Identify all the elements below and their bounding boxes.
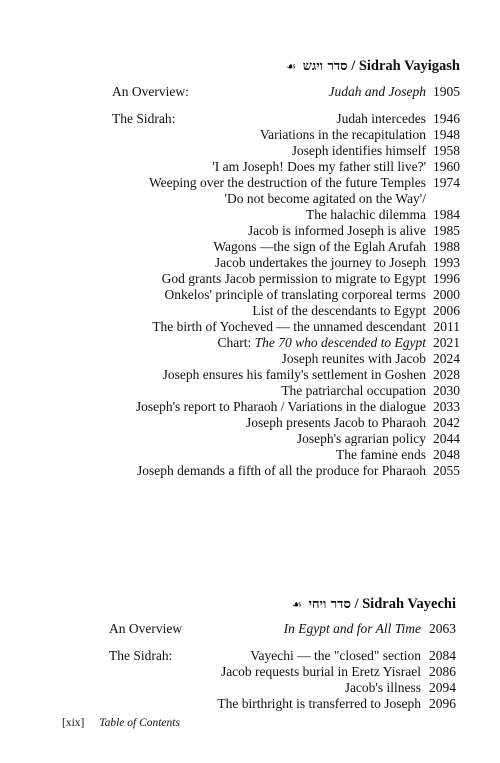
page-number: 2084 <box>429 648 456 663</box>
page-number: 2048 <box>433 447 460 462</box>
page-number: 1946 <box>433 111 460 126</box>
entry-text: Weeping over the destruction of the future Temples <box>148 175 426 190</box>
page-number: 2096 <box>429 696 456 711</box>
page-number: 1948 <box>433 127 460 142</box>
page-number: 1985 <box>433 223 460 238</box>
overview-row <box>0 82 500 102</box>
page-number: 1984 <box>433 207 460 222</box>
entry-text: Variations in the recapitulation <box>259 127 426 142</box>
entry-text: In Egypt and for All Time <box>283 621 421 636</box>
page-number: 1958 <box>433 143 460 158</box>
entry-text: Joseph's report to Pharaoh / Variations in the dialogue <box>135 399 426 414</box>
entry-text: Jacob requests burial in Eretz Yisrael <box>220 664 421 679</box>
fleuron-icon: ☙ <box>286 60 297 73</box>
overview-label: An Overview: <box>112 84 189 99</box>
hebrew-title: סדר ויחי <box>308 597 351 612</box>
section-title: / Sidrah Vayigash <box>351 58 460 74</box>
entry-text: The halachic dilemma <box>306 207 426 222</box>
page-number: 1988 <box>433 239 460 254</box>
entry-text: Jacob is informed Joseph is alive <box>247 223 426 238</box>
entry-text: Joseph demands a fifth of all the produce for Pharaoh <box>136 463 426 478</box>
toc-entry <box>0 461 500 481</box>
page-number: 1974 <box>433 175 460 190</box>
entry-text: List of the descendants to Egypt <box>252 303 426 318</box>
entry-text: The birthright is transferred to Joseph <box>217 696 421 711</box>
entry-text: Judah and Joseph <box>328 84 426 99</box>
page-number: 2030 <box>433 383 460 398</box>
page-number: 2033 <box>433 399 460 414</box>
page-number: 2011 <box>433 319 460 334</box>
folio-number: [xix] <box>62 717 85 729</box>
entry-text: Joseph's agrarian policy <box>296 431 426 446</box>
entry-text: Joseph presents Jacob to Pharaoh <box>246 415 426 430</box>
sidrah-label: The Sidrah: <box>112 111 176 126</box>
page-number: 2044 <box>433 431 460 446</box>
entry-text: Joseph reunites with Jacob <box>281 351 426 366</box>
page-number: 2006 <box>433 303 460 318</box>
entry-text: Joseph identifies himself <box>291 143 426 158</box>
page-footer <box>62 717 180 729</box>
page-number: 2028 <box>433 367 460 382</box>
entry-text: The famine ends <box>336 447 426 462</box>
running-title: Table of Contents <box>99 717 180 729</box>
entry-text: 'Do not become agitated on the Way'/ <box>224 191 426 206</box>
page-number: 2021 <box>433 335 460 350</box>
entry-italic-text: The 70 who descended to Egypt <box>254 335 426 350</box>
entry-text: Vayechi — the "closed" section <box>250 648 421 663</box>
entry-text: The patriarchal occupation <box>281 383 426 398</box>
entry-text: The birth of Yocheved — the unnamed descendant <box>152 319 426 334</box>
section-heading-vayechi <box>292 596 456 613</box>
entry-text: Judah intercedes <box>336 111 426 126</box>
overview-row <box>0 619 500 639</box>
page-number: 1905 <box>433 84 460 99</box>
hebrew-title: סדר ויגש <box>302 59 348 74</box>
overview-label: An Overview <box>109 621 183 636</box>
section-title: / Sidrah Vayechi <box>354 596 456 612</box>
section-heading-vayigash <box>286 58 460 75</box>
entry-text: Jacob's illness <box>344 680 421 695</box>
fleuron-icon: ☙ <box>291 598 302 611</box>
entry-text: Jacob undertakes the journey to Joseph <box>214 255 426 270</box>
page-number: 2024 <box>433 351 460 366</box>
page-number: 2086 <box>429 664 456 679</box>
page-number: 2063 <box>429 621 456 636</box>
page-number: 1996 <box>433 271 460 286</box>
page-number: 2055 <box>433 463 460 478</box>
page-number: 2042 <box>433 415 460 430</box>
entry-text: God grants Jacob permission to migrate to Egypt <box>161 271 426 286</box>
entry-text: 'I am Joseph! Does my father still live?' <box>212 159 426 174</box>
sidrah-label: The Sidrah: <box>109 648 173 663</box>
page-number: 1993 <box>433 255 460 270</box>
page-number: 2094 <box>429 680 456 695</box>
toc-entry <box>0 694 500 714</box>
page-number: 2000 <box>433 287 460 302</box>
entry-text: Onkelos' principle of translating corporeal terms <box>164 287 426 302</box>
entry-prefix: Chart: <box>217 335 255 350</box>
entry-text: Joseph ensures his family's settlement in Goshen <box>162 367 426 382</box>
entry-text: Wagons —the sign of the Eglah Arufah <box>213 239 426 254</box>
page-number: 1960 <box>433 159 460 174</box>
